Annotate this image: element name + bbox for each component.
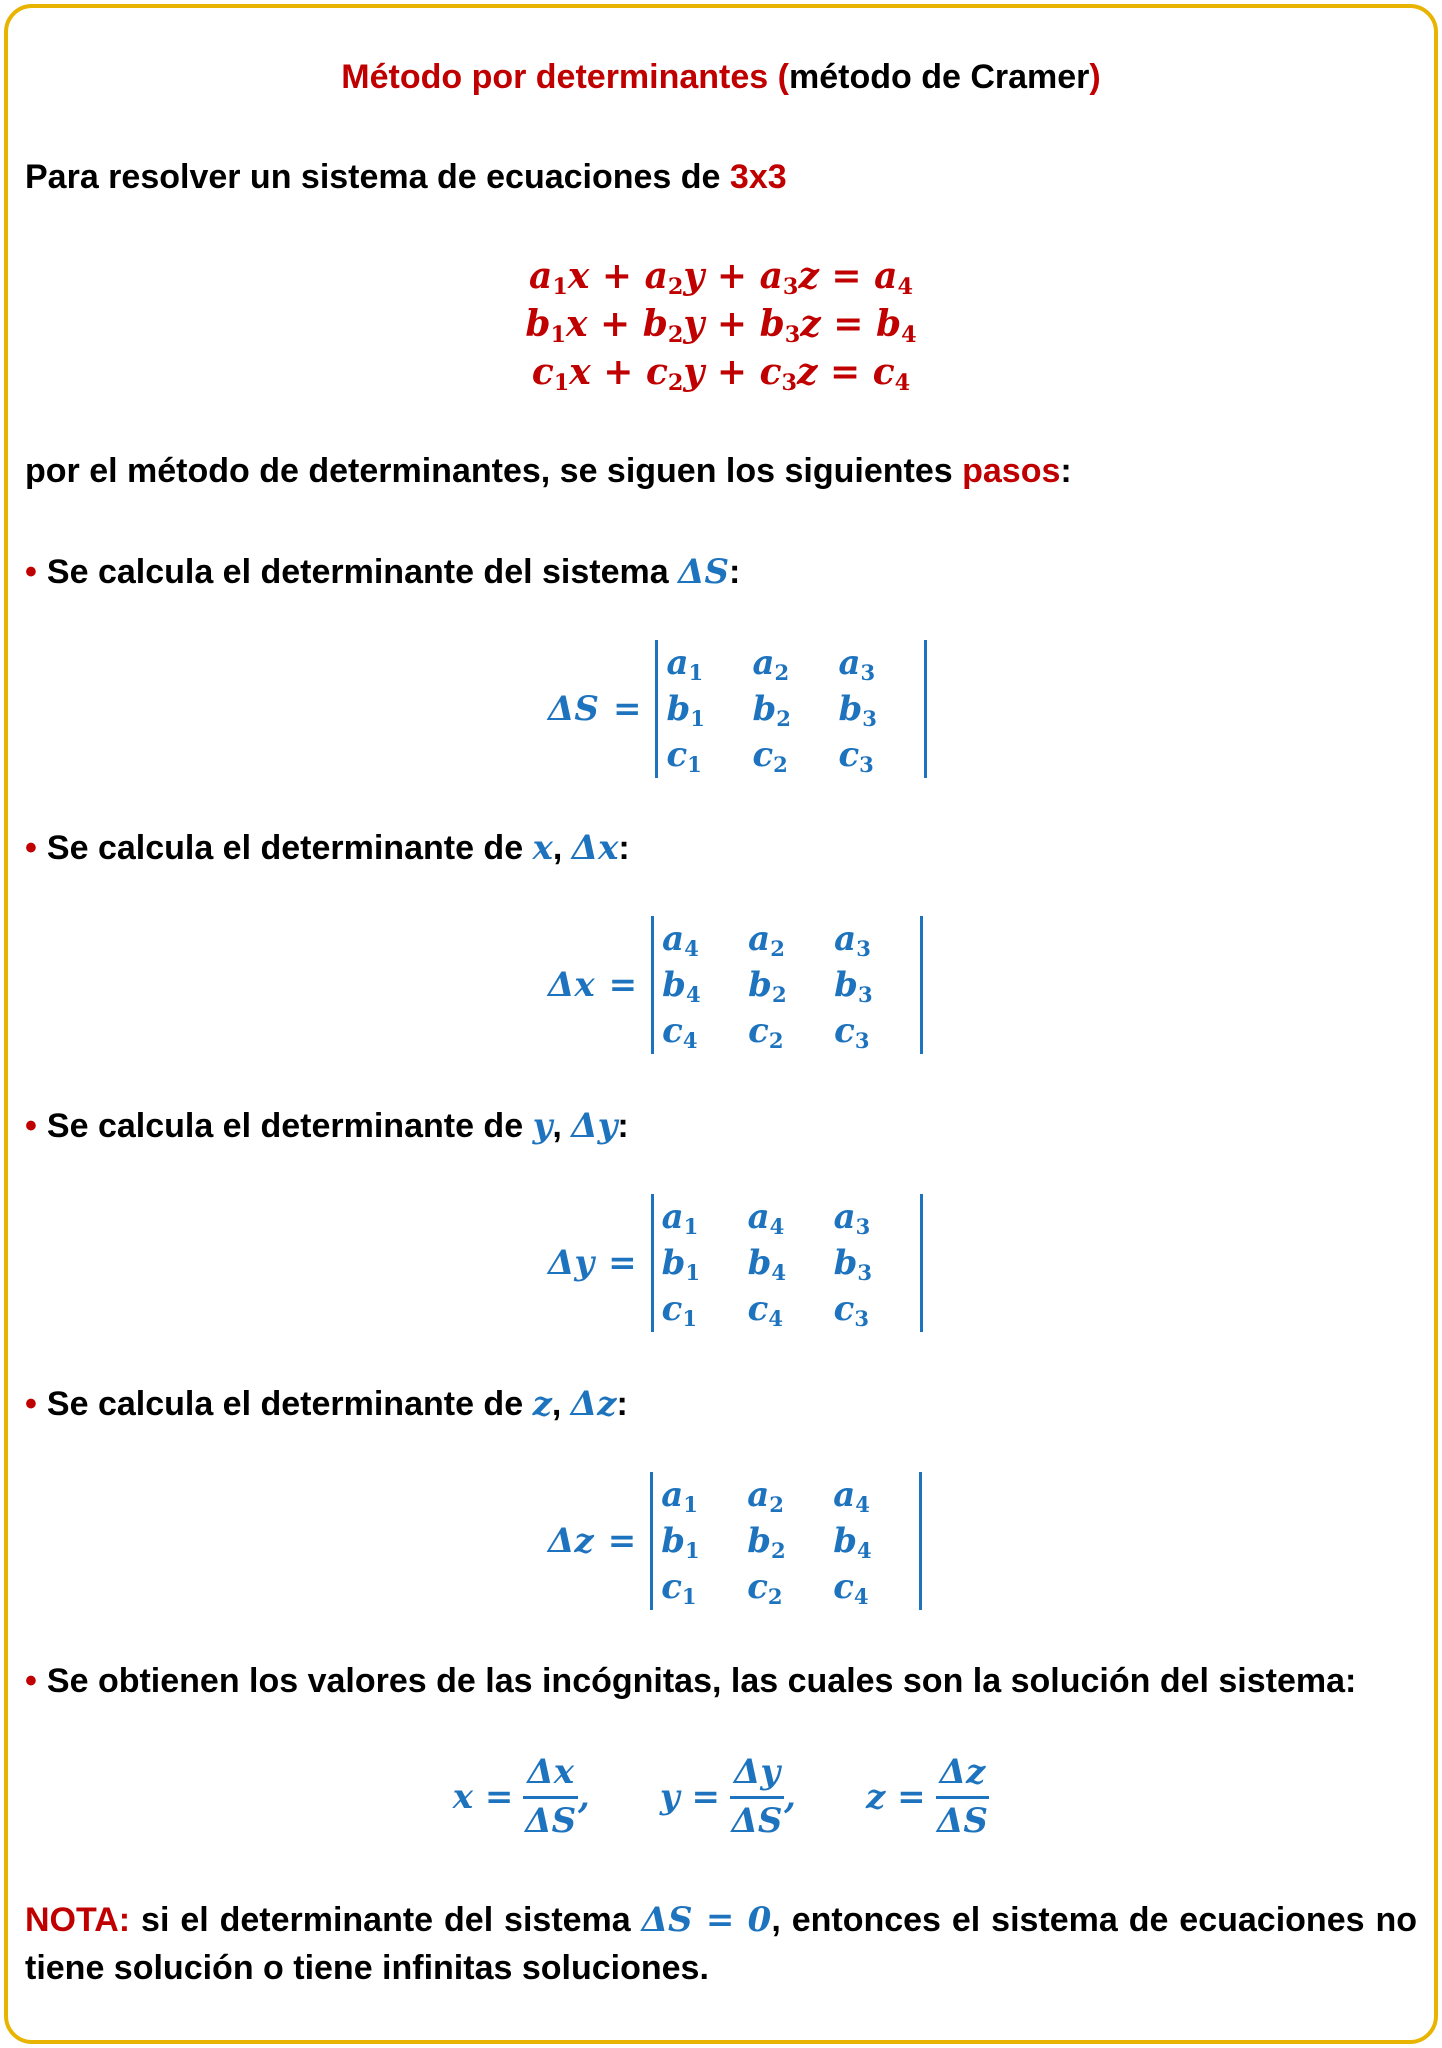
intro-size: 3x3 <box>729 158 787 196</box>
bullet-icon: • <box>25 1107 37 1145</box>
step-solution: • Se obtienen los valores de las incógnitas, las cuales son la solución del sistema: <box>25 1662 1357 1700</box>
determinant-y: Δy = $a_1$ $a_4$ $a_3$ $b_1$ $b_4$ $b_3$ $c_1$ $c_4$ $c_3$ <box>548 1194 923 1332</box>
step-determinant-system: • Se calcula el determinante del sistema ΔS: <box>25 552 741 592</box>
title-close-paren: ) <box>1089 58 1101 96</box>
equation-system <box>0 252 1442 396</box>
intro-text: Para resolver un sistema de ecuaciones de <box>25 158 730 196</box>
title-main: Método por determinantes <box>341 58 769 96</box>
solution-z: z = $\frac{\Delta z}{\Delta S}$ <box>865 1752 988 1841</box>
step-determinant-x: • Se calcula el determinante de x, Δx: <box>25 828 630 868</box>
determinant-x: Δx = $a_4$ $a_2$ $a_3$ $b_4$ $b_2$ $b_3$ $c_4$ $c_2$ $c_3$ <box>548 916 923 1054</box>
solution-y: y = $\frac{\Delta y}{\Delta S}$ , <box>659 1752 796 1841</box>
intro-line <box>25 158 787 197</box>
solution-formulas <box>0 1752 1442 1841</box>
note-paragraph: NOTA: si el determinante del sistema ΔS = 0, entonces el sistema de ecuaciones no tiene solución o tiene infinitas soluciones. <box>25 1900 1417 1987</box>
matrix: $a_1$ $a_2$ $a_3$ $b_1$ $b_2$ $b_3$ $c_1$ $c_2$ $c_3$ <box>655 640 927 778</box>
step-determinant-y: • Se calcula el determinante de y, Δy: <box>25 1106 629 1146</box>
determinant-s: ΔS = $a_1$ $a_2$ $a_3$ $b_1$ $b_2$ $b_3$ $c_1$ $c_2$ $c_3$ <box>548 640 927 778</box>
bullet-icon: • <box>25 553 37 591</box>
matrix: $a_4$ $a_2$ $a_3$ $b_4$ $b_2$ $b_3$ $c_4$ $c_2$ $c_3$ <box>651 916 923 1054</box>
matrix: $a_1$ $a_2$ $a_4$ $b_1$ $b_2$ $b_4$ $c_1$ $c_2$ $c_4$ <box>650 1472 922 1610</box>
equation-row: $a_1x + a_2y + a_3z = a_4$ <box>529 255 913 301</box>
page-title <box>0 58 1442 97</box>
title-sub: método de Cramer <box>788 58 1090 96</box>
step-determinant-z: • Se calcula el determinante de z, Δz: <box>25 1384 628 1424</box>
matrix: $a_1$ $a_4$ $a_3$ $b_1$ $b_4$ $b_3$ $c_1$ $c_4$ $c_3$ <box>651 1194 923 1332</box>
bullet-icon: • <box>25 1385 37 1423</box>
solution-x: x = $\frac{\Delta x}{\Delta S}$ , <box>452 1752 590 1841</box>
equation-row: $c_1x + c_2y + c_3z = c_4$ <box>531 351 911 397</box>
equation-row: $b_1x + b_2y + b_3z = b_4$ <box>525 303 917 349</box>
bullet-icon: • <box>25 829 37 867</box>
determinant-z: Δz = $a_1$ $a_2$ $a_4$ $b_1$ $b_2$ $b_4$ $c_1$ $c_2$ $c_4$ <box>548 1472 922 1610</box>
steps-intro: por el método de determinantes, se siguen los siguientes pasos: <box>25 452 1072 490</box>
title-open-paren: ( <box>777 58 789 96</box>
note-label: NOTA: <box>25 1901 131 1939</box>
bullet-icon: • <box>25 1662 37 1700</box>
